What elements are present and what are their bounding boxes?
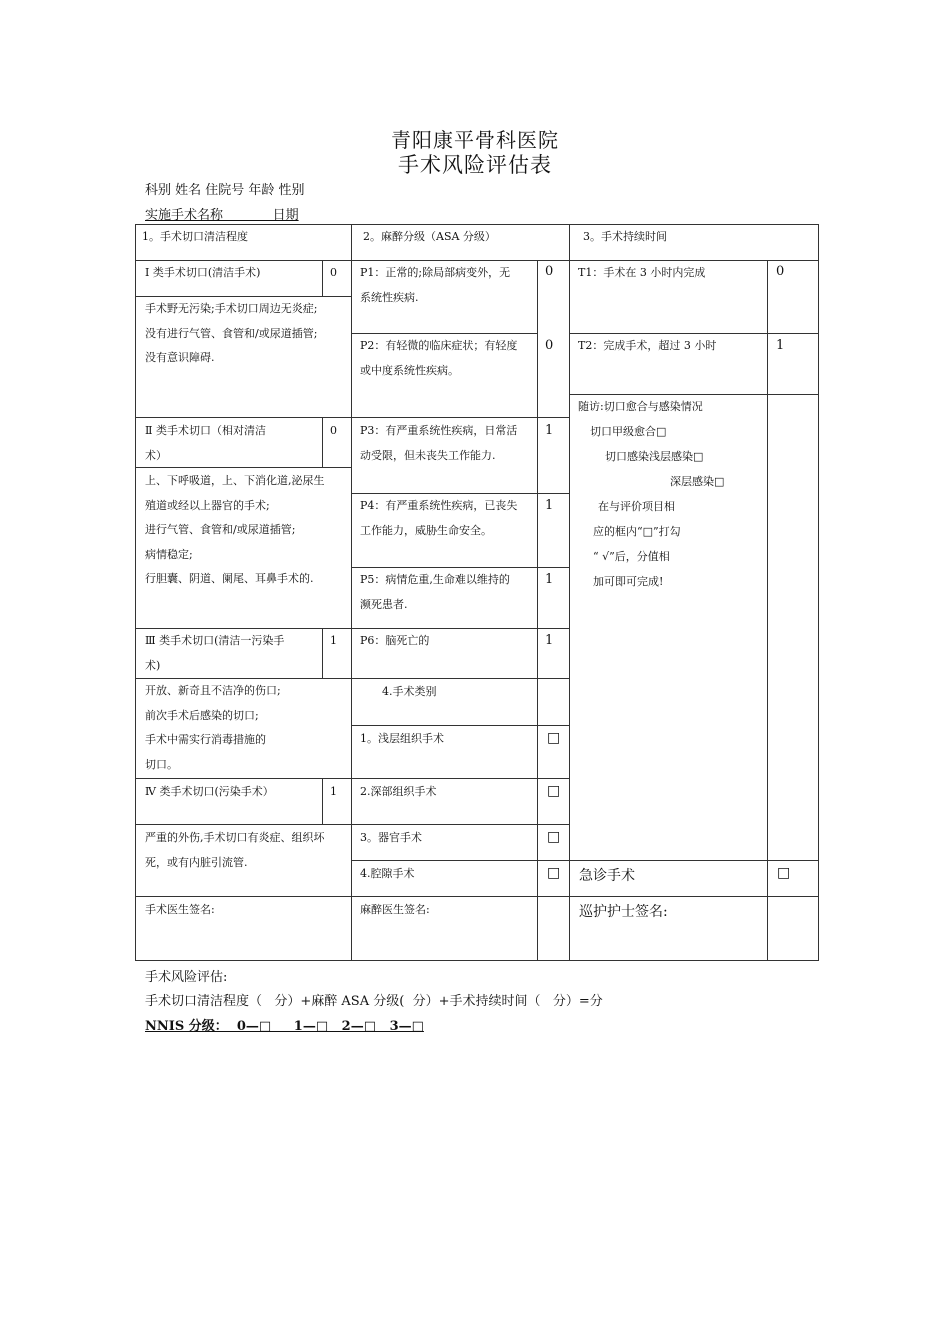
followup-line: 切口感染浅层感染□ (605, 450, 704, 463)
followup-line: “ √”后，分值相 (593, 550, 670, 563)
asa-line: P1：正常的;除局部病变外，无 (360, 266, 511, 279)
risk-assessment-label: 手术风险评估: (145, 970, 228, 985)
desc-line: 殖道或经以上器官的手术; (145, 498, 270, 512)
asa-p5 (360, 568, 510, 617)
surgery-type-cavity: 4.腔隙手术 (360, 867, 415, 880)
desc-line: 手术中需实行消毒措施的 (145, 733, 266, 746)
wound-class-iv-desc (145, 826, 325, 875)
asa-p6-score: 1 (545, 633, 554, 648)
wound-class-iii-desc (145, 679, 281, 777)
desc-line: 没有意识障碍. (145, 351, 215, 364)
desc-line: 切口。 (145, 757, 178, 771)
asa-p2 (360, 334, 517, 383)
duration-t1: T1：手术在 3 小时内完成 (578, 266, 706, 279)
col-wound-header: 1。手术切口清洁程度 (142, 230, 248, 243)
desc-line: 行胆囊、阴道、阑尾、耳鼻手术的. (145, 572, 314, 585)
asa-line: P4：有严重系统性疾病，已丧失 (360, 499, 518, 512)
hospital-name: 青阳康平骨科医院 (391, 128, 559, 152)
wound-class-i-desc (145, 297, 317, 371)
followup-line: 深层感染□ (670, 475, 725, 488)
asa-p1-score: 0 (545, 264, 554, 279)
nnis-grade: NNIS 分级： 0—□ 1—□ 2—□ 3—□ (145, 1019, 424, 1034)
desc-line: 严重的外伤,手术切口有炎症、组织坏 (145, 831, 325, 844)
surgery-type-header: 4.手术类别 (382, 685, 437, 698)
asa-p1 (360, 261, 510, 310)
followup-line: 加可即可完成! (593, 575, 664, 588)
checkbox-emergency[interactable]: □ (777, 865, 791, 881)
surgery-type-deep: 2.深部组织手术 (360, 785, 437, 798)
followup-line: 应的框内“□”打勾 (593, 525, 681, 538)
followup-line: 切口甲级愈合□ (590, 425, 667, 438)
surgery-type-organ: 3。器官手术 (360, 831, 422, 844)
wound-class-ii-desc (145, 469, 325, 592)
asa-p2-score: 0 (545, 338, 554, 353)
checkbox-deep[interactable]: □ (547, 783, 561, 799)
checkbox-cavity[interactable]: □ (547, 865, 561, 881)
asa-line: 濒死患者. (360, 597, 408, 611)
patient-info-line: 科别 姓名 住院号 年龄 性别 (145, 183, 305, 198)
title-line: Ⅱ 类手术切口（相对清洁 (145, 424, 266, 437)
asa-p4-score: 1 (545, 498, 554, 513)
duration-t1-score: 0 (776, 264, 785, 279)
wound-class-iv-title: Ⅳ 类手术切口(污染手术） (145, 785, 274, 798)
title-line: Ⅲ 类手术切口(清洁一污染手 (145, 634, 285, 647)
followup-line: 随访:切口愈合与感染情况 (578, 400, 703, 413)
desc-line: 进行气管、食管和/或尿道插管; (145, 523, 296, 536)
wound-class-i-title: Ⅰ 类手术切口(清洁手术) (145, 266, 261, 279)
desc-line: 手术野无污染;手术切口周边无炎症; (145, 302, 318, 315)
asa-p3-score: 1 (545, 423, 554, 438)
emergency-surgery-label: 急诊手术 (579, 868, 635, 884)
desc-line: 上、下呼吸道，上、下消化道,泌尿生 (145, 474, 325, 487)
nurse-signature-label: 巡护护士签名: (579, 904, 668, 920)
wound-class-iv-score: 1 (330, 785, 337, 798)
asa-line: P2：有轻微的临床症状；有轻度 (360, 339, 518, 352)
surgeon-signature-label: 手术医生签名: (145, 903, 215, 916)
asa-p4 (360, 494, 517, 543)
asa-line: 动受限，但未丧失工作能力. (360, 448, 496, 462)
asa-line: 或中度系统性疾病。 (360, 363, 459, 377)
followup-line: 在与评价项目相 (598, 500, 675, 513)
anesthesiologist-signature-label: 麻醉医生签名: (360, 903, 430, 916)
asa-line: 系统性疾病. (360, 290, 419, 304)
desc-line: 没有进行气管、食管和/或尿道插管; (145, 326, 318, 340)
asa-p5-score: 1 (545, 572, 554, 587)
title-line: 术) (145, 658, 161, 672)
desc-line: 病情稳定; (145, 547, 193, 561)
duration-t2-score: 1 (776, 338, 785, 353)
score-formula: 手术切口清洁程度（ 分）+麻醉 ASA 分级( 分）+手术持续时间（ 分）=分 (145, 994, 603, 1009)
wound-class-ii-title (145, 419, 266, 468)
asa-p3 (360, 419, 517, 468)
wound-class-iii-score: 1 (330, 634, 337, 647)
checkbox-organ[interactable]: □ (547, 829, 561, 845)
surgery-info-line: 实施手术名称 日期 (145, 208, 299, 223)
asa-p6: P6：脑死亡的 (360, 634, 430, 647)
wound-class-ii-score: 0 (330, 424, 337, 437)
checkbox-superficial[interactable]: □ (547, 730, 561, 746)
title-line: 术） (145, 448, 167, 462)
asa-line: P3：有严重系统性疾病，日常活 (360, 424, 518, 437)
wound-class-iii-title (145, 629, 284, 678)
col-duration-header: 3。手术持续时间 (583, 230, 667, 243)
desc-line: 前次手术后感染的切口; (145, 708, 259, 722)
form-title: 手术风险评估表 (398, 153, 552, 177)
asa-line: 工作能力，威胁生命安全。 (360, 523, 492, 537)
asa-line: P5：病情危重,生命难以维持的 (360, 573, 510, 586)
desc-line: 死，或有内脏引流管. (145, 855, 248, 869)
col-asa-header: 2。麻醉分级（ASA 分级） (363, 230, 496, 243)
wound-class-i-score: 0 (330, 266, 337, 279)
surgery-type-superficial: 1。浅层组织手术 (360, 732, 444, 745)
desc-line: 开放、新奇且不洁净的伤口; (145, 684, 281, 697)
duration-t2: T2：完成手术，超过 3 小时 (578, 339, 717, 352)
